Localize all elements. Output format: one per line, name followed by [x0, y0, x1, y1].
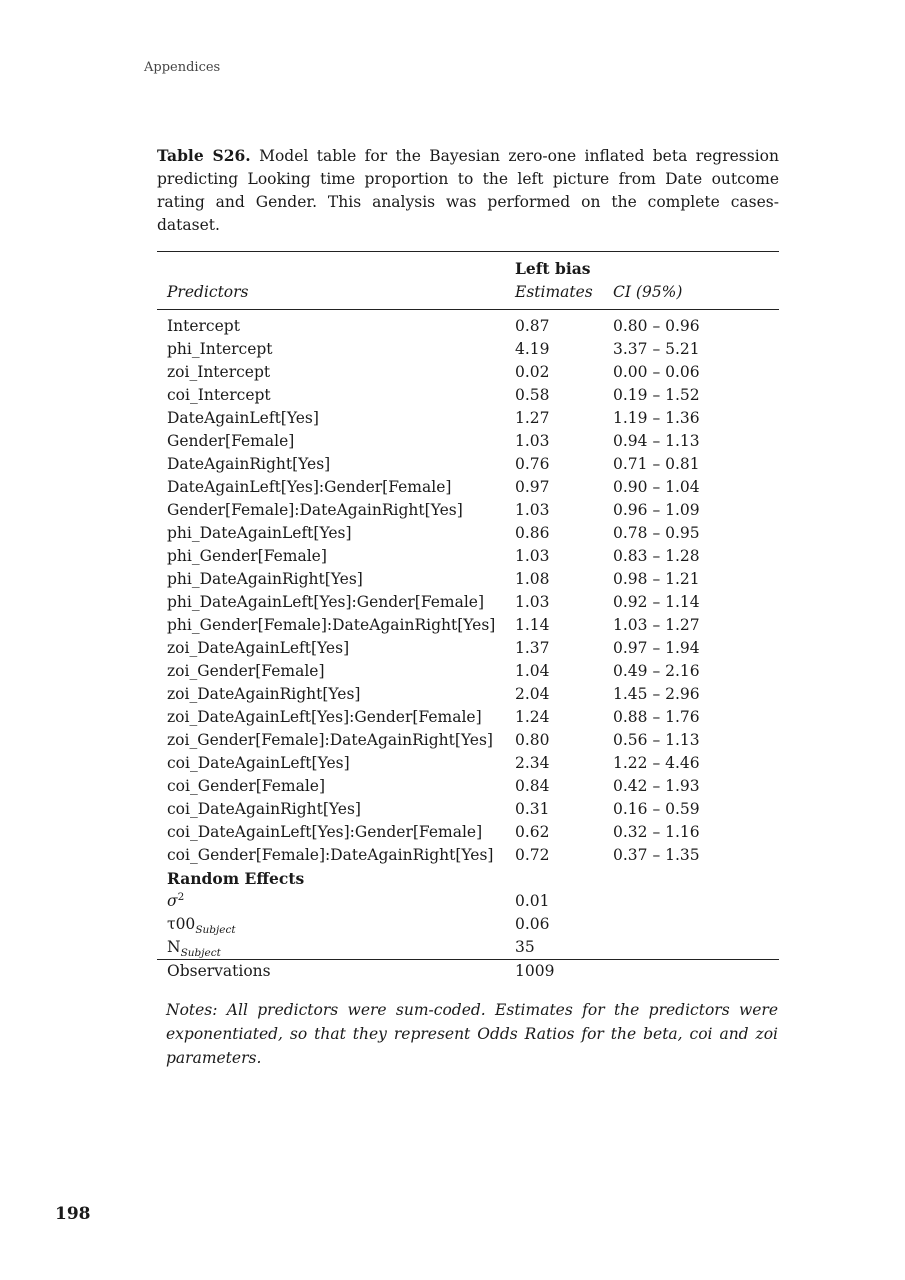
random-effect-tau-value: 0.06: [515, 915, 550, 933]
table-column-header-row: [157, 281, 779, 305]
ci-cell: 0.96 – 1.09: [613, 501, 700, 519]
predictor-cell: zoi_DateAgainLeft[Yes]:Gender[Female]: [167, 708, 482, 726]
estimate-cell: 1.37: [515, 639, 550, 657]
estimate-cell: 0.31: [515, 800, 550, 818]
estimate-cell: 1.03: [515, 547, 550, 565]
page-number: 198: [55, 1204, 91, 1224]
table-row: [157, 752, 779, 775]
ci-cell: 0.83 – 1.28: [613, 547, 700, 565]
estimate-cell: 1.03: [515, 593, 550, 611]
predictor-cell: phi_DateAgainLeft[Yes]:Gender[Female]: [167, 593, 485, 611]
estimate-cell: 0.87: [515, 317, 550, 335]
predictor-cell: phi_Intercept: [167, 340, 273, 358]
predictor-cell: zoi_Gender[Female]:DateAgainRight[Yes]: [167, 731, 493, 749]
estimate-cell: 1.27: [515, 409, 550, 427]
table-row: [157, 775, 779, 798]
table-row: [157, 637, 779, 660]
estimate-cell: 1.03: [515, 432, 550, 450]
random-effect-n-row: [157, 936, 779, 959]
table-row: [157, 476, 779, 499]
table-row: [157, 591, 779, 614]
ci-cell: 0.49 – 2.16: [613, 662, 700, 680]
table-row: [157, 545, 779, 568]
predictor-cell: zoi_Intercept: [167, 363, 271, 381]
caption-text: Model table for the Bayesian zero-one inflated beta regression predicting Looking time proportion to the left picture from Date outcome rating and Gender. This analysis was performed on the complete cases-dataset.: [157, 147, 779, 234]
ci-cell: 0.19 – 1.52: [613, 386, 700, 404]
estimate-cell: 1.08: [515, 570, 550, 588]
predictor-cell: coi_Intercept: [167, 386, 271, 404]
ci-cell: 0.56 – 1.13: [613, 731, 700, 749]
table-row: [157, 798, 779, 821]
predictor-cell: Gender[Female]:DateAgainRight[Yes]: [167, 501, 463, 519]
ci-cell: 0.98 – 1.21: [613, 570, 700, 588]
ci-cell: 0.42 – 1.93: [613, 777, 700, 795]
random-effects-heading: Random Effects: [167, 869, 305, 888]
running-header: Appendices: [144, 60, 221, 75]
predictor-cell: coi_DateAgainRight[Yes]: [167, 800, 361, 818]
random-effect-tau-row: [157, 913, 779, 936]
predictor-cell: phi_Gender[Female]: [167, 547, 327, 565]
table-row: [157, 568, 779, 591]
predictor-cell: coi_Gender[Female]:DateAgainRight[Yes]: [167, 846, 494, 864]
column-header-estimates: Estimates: [515, 283, 593, 301]
random-effect-n-value: 35: [515, 938, 535, 956]
ci-cell: 0.37 – 1.35: [613, 846, 700, 864]
random-effect-tau-label: $\tau 00_{Subject}$: [167, 915, 236, 936]
table-row: [157, 361, 779, 384]
random-effect-sigma-value: 0.01: [515, 892, 550, 910]
table-row: [157, 614, 779, 637]
table-row: [157, 729, 779, 752]
estimate-cell: 4.19: [515, 340, 550, 358]
random-effect-sigma-label: $\sigma^2$: [167, 891, 185, 910]
caption-label: Table S26.: [157, 146, 251, 165]
table-caption: [157, 144, 779, 237]
predictor-cell: zoi_Gender[Female]: [167, 662, 325, 680]
table-row: [157, 315, 779, 338]
observations-row: [157, 960, 779, 983]
ci-cell: 0.16 – 0.59: [613, 800, 700, 818]
ci-cell: 0.90 – 1.04: [613, 478, 700, 496]
predictor-cell: coi_Gender[Female]: [167, 777, 326, 795]
estimate-cell: 0.97: [515, 478, 550, 496]
estimate-cell: 0.02: [515, 363, 550, 381]
table-notes: Notes: All predictors were sum-coded. Estimates for the predictors were exponentiated, so that they represent Odds Ratios for the beta, coi and zoi parameters.: [166, 1001, 778, 1067]
ci-cell: 0.32 – 1.16: [613, 823, 700, 841]
ci-cell: 0.78 – 0.95: [613, 524, 700, 542]
random-effects-heading-row: [157, 867, 779, 890]
estimate-cell: 1.14: [515, 616, 550, 634]
estimate-cell: 1.04: [515, 662, 550, 680]
predictor-cell: zoi_DateAgainRight[Yes]: [167, 685, 361, 703]
table-group-header-row: [157, 257, 779, 281]
ci-cell: 1.03 – 1.27: [613, 616, 700, 634]
estimate-cell: 1.24: [515, 708, 550, 726]
estimate-cell: 0.58: [515, 386, 550, 404]
table-row: [157, 430, 779, 453]
estimate-cell: 1.03: [515, 501, 550, 519]
estimate-cell: 0.84: [515, 777, 550, 795]
estimate-cell: 0.72: [515, 846, 550, 864]
predictor-cell: coi_DateAgainLeft[Yes]:Gender[Female]: [167, 823, 483, 841]
table-row: [157, 821, 779, 844]
group-header-left-bias: Left bias: [515, 259, 591, 278]
predictor-cell: phi_DateAgainLeft[Yes]: [167, 524, 352, 542]
column-header-ci: CI (95%): [613, 283, 683, 301]
table-row: [157, 384, 779, 407]
column-header-predictors: Predictors: [167, 283, 249, 301]
random-effect-sigma-row: [157, 890, 779, 913]
ci-cell: 3.37 – 5.21: [613, 340, 700, 358]
ci-cell: 0.88 – 1.76: [613, 708, 700, 726]
ci-cell: 1.45 – 2.96: [613, 685, 700, 703]
predictor-cell: DateAgainRight[Yes]: [167, 455, 331, 473]
table-row: [157, 338, 779, 361]
ci-cell: 0.97 – 1.94: [613, 639, 700, 657]
random-effect-n-label: $N_{Subject}$: [167, 938, 221, 959]
predictor-cell: Gender[Female]: [167, 432, 295, 450]
table-row: [157, 453, 779, 476]
estimate-cell: 0.80: [515, 731, 550, 749]
estimate-cell: 0.62: [515, 823, 550, 841]
estimate-cell: 0.86: [515, 524, 550, 542]
predictor-cell: Intercept: [167, 317, 240, 335]
ci-cell: 1.22 – 4.46: [613, 754, 700, 772]
estimate-cell: 2.04: [515, 685, 550, 703]
table-row: [157, 844, 779, 867]
observations-value: 1009: [515, 962, 555, 980]
predictor-cell: DateAgainLeft[Yes]: [167, 409, 319, 427]
ci-cell: 0.00 – 0.06: [613, 363, 700, 381]
table-top-rule: [157, 251, 779, 252]
table-row: [157, 706, 779, 729]
table-row: [157, 522, 779, 545]
table-row: [157, 407, 779, 430]
estimate-cell: 2.34: [515, 754, 550, 772]
ci-cell: 1.19 – 1.36: [613, 409, 700, 427]
table-row: [157, 660, 779, 683]
ci-cell: 0.94 – 1.13: [613, 432, 700, 450]
estimate-cell: 0.76: [515, 455, 550, 473]
predictor-cell: phi_DateAgainRight[Yes]: [167, 570, 363, 588]
table-row: [157, 683, 779, 706]
table-row: [157, 499, 779, 522]
table-body: [157, 310, 779, 867]
ci-cell: 0.71 – 0.81: [613, 455, 700, 473]
ci-cell: 0.80 – 0.96: [613, 317, 700, 335]
observations-label: Observations: [167, 962, 271, 980]
predictor-cell: DateAgainLeft[Yes]:Gender[Female]: [167, 478, 452, 496]
predictor-cell: zoi_DateAgainLeft[Yes]: [167, 639, 350, 657]
predictor-cell: phi_Gender[Female]:DateAgainRight[Yes]: [167, 616, 496, 634]
model-table: [157, 251, 779, 983]
ci-cell: 0.92 – 1.14: [613, 593, 700, 611]
predictor-cell: coi_DateAgainLeft[Yes]: [167, 754, 350, 772]
